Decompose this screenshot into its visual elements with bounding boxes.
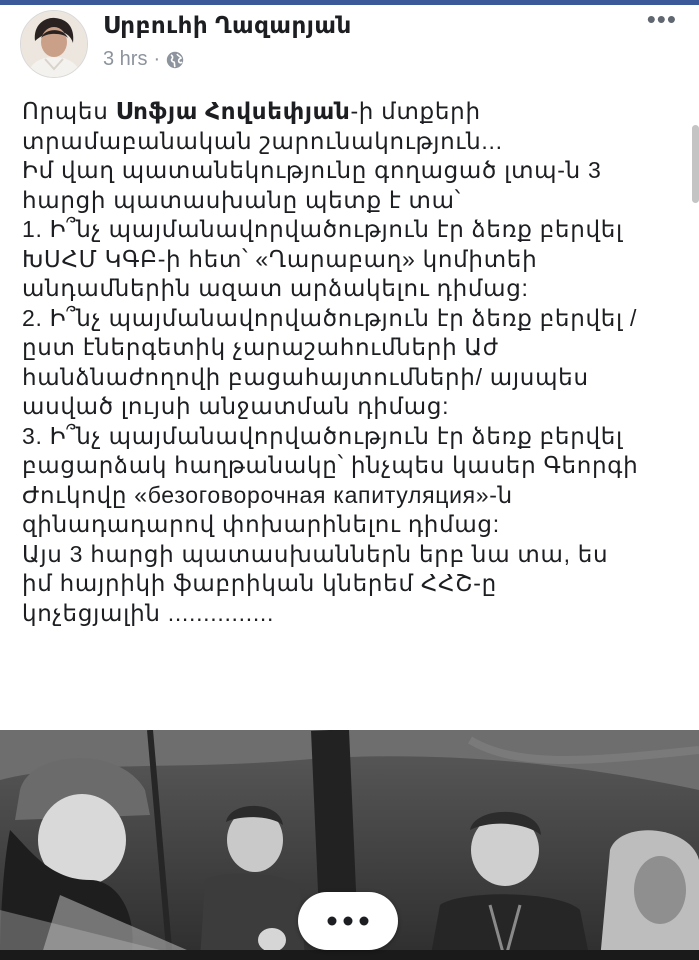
avatar-image [21, 11, 87, 77]
post-text-line: Ժուկովը «безоговорочная капитуляция»-ն [22, 481, 513, 508]
post-text-line: իմ հայրիկի ֆաբրիկան կներեմ ՀՀՇ-ը [22, 570, 497, 596]
post-text-line: բացարձակ հաղթանակը՝ ինչպես կասեր Գեորգի [22, 452, 639, 478]
text-fragment: Որպես [22, 98, 116, 124]
post-meta [103, 48, 184, 71]
more-dots-icon [325, 915, 371, 927]
post-header [0, 5, 699, 85]
globe-icon[interactable] [166, 51, 184, 69]
post-text-line: Այս 3 հարցի պատասխաններն երբ նա տա, ես [22, 540, 609, 567]
post-text-line: հանձնաժողովի բացահայտումների/ այսպես [22, 363, 589, 390]
post-text-line [22, 97, 682, 127]
post-text-line: անդամներին ազատ արձակելու դիմաց: [22, 275, 529, 301]
post-options-button[interactable]: ••• [646, 4, 677, 34]
post-text-line: 3. Ի՞նչ պայմանավորվածություն էր ձեռք բերվել [22, 422, 623, 449]
author-avatar[interactable] [20, 10, 88, 78]
mentioned-person[interactable]: Սոֆյա Հովսեփյան [115, 98, 351, 124]
post-text-line: Իմ վաղ պատանեկությունը գողացած լտպ-ն 3 [22, 157, 602, 183]
post-text-line: ասված լույսի անջատման դիմաց: [22, 393, 450, 419]
post-text-line: 1. Ի՞նչ պայմանավորվածություն էր ձեռք բերվել [22, 216, 623, 242]
post-text-line: կոչեցյալին ............... [22, 599, 275, 626]
post-text-line: ԽՍՀՄ ԿԳԲ-ի հետ՝ «Ղարաբաղ» կոմիտեի [22, 245, 538, 272]
text-fragment: -ի մտքերի [350, 98, 481, 124]
photo-options-button[interactable] [298, 892, 398, 950]
post-text-line: 2. Ի՞նչ պայմանավորվածություն էր ձեռք բերվել / [22, 304, 638, 331]
post-timestamp[interactable]: 3 hrs [103, 48, 148, 70]
post-text-line: տրամաբանական շարունակություն... [22, 127, 503, 154]
meta-separator: · [153, 48, 161, 70]
post-text-line: ըստ էներգետիկ չարաշահումների Աժ [22, 334, 499, 360]
scrollbar-thumb[interactable] [692, 125, 699, 203]
post-text-line: զինադադարով փոխարինելու դիմաց: [22, 511, 500, 537]
author-name[interactable]: Սրբուհի Ղազարյան [103, 12, 352, 38]
post-text [22, 97, 682, 628]
post-text-line: հարցի պատասխանը պետք է տա՝ [22, 186, 461, 213]
